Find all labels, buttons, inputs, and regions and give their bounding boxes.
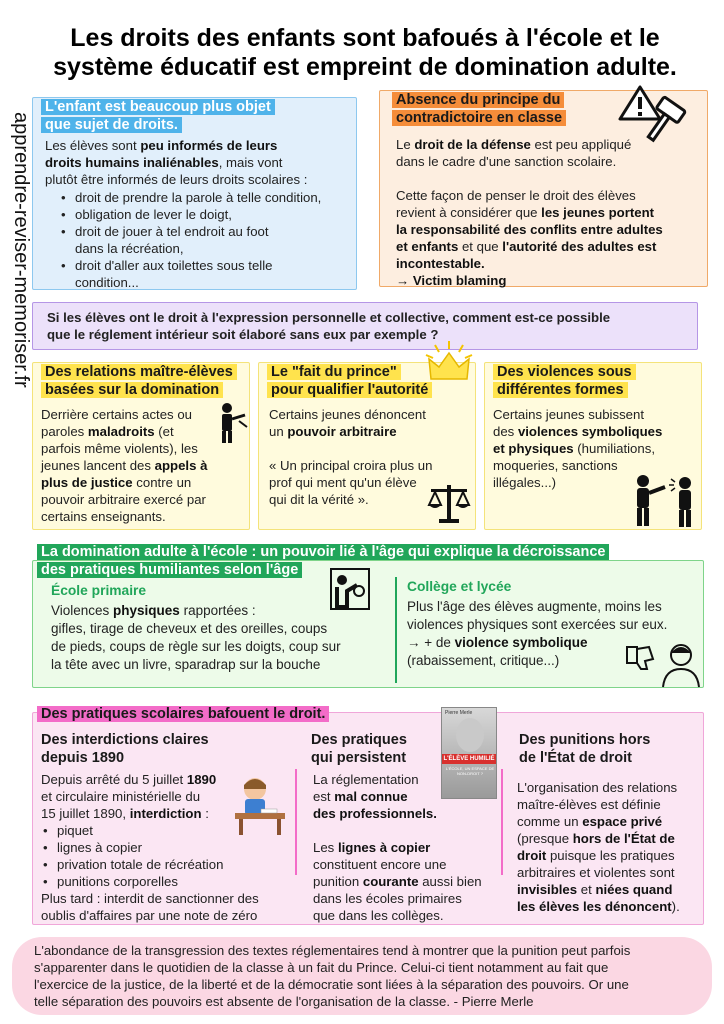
title-line-2: système éducatif est empreint de domination adulte.	[53, 53, 677, 81]
col2-title: Des pratiques qui persistent	[311, 732, 407, 766]
college-lycee-text: Plus l'âge des élèves augmente, moins les violences physiques sont exercées sur eux. → + de violence symbolique (rabaissement, critique...)	[407, 599, 668, 668]
box-contradictory	[379, 90, 708, 287]
box-child-object-heading: L'enfant est beaucoup plus objet que sujet de droits.	[41, 99, 275, 133]
col1-text: Depuis arrêté du 5 juillet 1890 et circulaire ministérielle du 15 juillet 1890, interdiction : • piquet • lignes à copier • privation totale de récréation • punitions corporelles Plus tard : interdit de sanctionner des oublis d'affaires par une note de zéro	[41, 771, 291, 924]
college-lycee-title: Collège et lycée	[407, 579, 512, 594]
box-practices	[32, 706, 704, 925]
list-item: • lignes à copier	[43, 839, 291, 856]
thumbs-down-person-icon	[623, 637, 703, 689]
question-box	[32, 302, 698, 350]
box-age-heading: La domination adulte à l'école : un pouvoir lié à l'âge qui explique la décroissance des pratiques humiliantes selon l'âge	[37, 544, 609, 578]
box-domination	[32, 362, 250, 530]
col3-text: L'organisation des relations maître-élèves est définie comme un espace privé (presque hors de l'État de droit puisque les pratiques arbitraires et violentes sont invisibles et niées quand les élèves les dénoncent).	[517, 780, 680, 914]
primary-school-title: École primaire	[51, 583, 147, 598]
list-item: • droit d'aller aux toilettes sous telle condition...	[61, 257, 355, 291]
question-line-2: que le réglement intérieur soit élaboré sans eux par exemple ?	[47, 327, 439, 342]
box-domination-text: Derrière certains actes ou paroles maladroits (et parfois même violents), les jeunes lancent des appels à plus de justice contre un pouvoir arbitraire exercé par certains enseignants.	[41, 407, 208, 524]
box-prince	[258, 362, 476, 530]
col2-text: La réglementation est mal connue des professionnels. Les lignes à copier constituent encore une punition courante aussi bien dans les écoles primaires que dans les collèges.	[313, 772, 482, 923]
box-prince-heading: Le "fait du prince" pour qualifier l'autorité	[267, 364, 432, 398]
box-child-object-text: Les élèves sont peu informés de leurs droits humains inaliénables, mais vont plutôt être informés de leurs droits scolaires : • droit de prendre la parole à telle condition, • obligation de lever le doigt, • droit de jouer à tel endroit au foot dans la récréation, • droit d'aller aux toilettes sous telle condition...	[45, 137, 355, 291]
quote-text: L'abondance de la transgression des textes réglementaires tend à montrer que la punition peut parfois s'apparenter dans le quotidien de la classe à un fait du Prince. Celui-ci tient notamment au fait que l'exercice de la justice, de la liberté et de la démocratie sont liées à la séparation des pouvoirs. Or une telle séparation des pouvoirs est absente de l'organisation de la classe. - Pierre Merle	[34, 943, 631, 1009]
list-item: • droit de jouer à tel endroit au foot dans la récréation,	[61, 223, 355, 257]
box-domination-heading: Des relations maître-élèves basées sur la domination	[41, 364, 237, 398]
col3-title: Des punitions hors de l'État de droit	[519, 732, 651, 766]
question-line-1: Si les élèves ont le droit à l'expression personnelle et collective, comment est-ce possible	[47, 310, 611, 325]
box-prince-text: Certains jeunes dénoncent un pouvoir arbitraire « Un principal croira plus un prof qui ment qu'un élève qui dit la vérité ».	[269, 407, 433, 507]
box-contradictory-text: Le droit de la défense est peu appliqué dans le cadre d'une sanction scolaire. Cette façon de penser le droit des élèves revient à considérer que les jeunes portent la responsabilité des conflits entre adultes et enfants et que l'autorité des adultes est incontestable. → Victim blaming	[396, 137, 663, 288]
list-item: • punitions corporelles	[43, 873, 291, 890]
page-title	[20, 24, 710, 82]
list-item: • droit de prendre la parole à telle condition,	[61, 189, 355, 206]
col1-title: Des interdictions claires depuis 1890	[41, 732, 209, 766]
title-line-1: Les droits des enfants sont bafoués à l'école et le	[70, 24, 660, 52]
school-rights-list	[61, 189, 355, 291]
box-contradictory-heading: Absence du principe du contradictoire en classe	[392, 92, 566, 126]
box-age	[32, 544, 704, 688]
box-violences	[484, 362, 702, 530]
box-practices-heading: Des pratiques scolaires bafouent le droit.	[37, 706, 329, 722]
side-website-url: apprendre-reviser-memoriser.fr	[10, 112, 32, 388]
crown-icon	[421, 339, 477, 385]
book-cover-image: Pierre Merle L'ÉLÈVE HUMILIÉ L'ÉCOLE, UN ESPACE DE NON-DROIT ?	[441, 707, 497, 799]
primary-school-text: Violences physiques rapportées : gifles, tirage de cheveux et des oreilles, coups de pieds, coups de règle sur les doigts, coup sur la tête avec un livre, sparadrap sur la bouche	[51, 603, 341, 672]
box-violences-heading: Des violences sous différentes formes	[493, 364, 636, 398]
list-item: • obligation de lever le doigt,	[61, 206, 355, 223]
column-divider	[295, 769, 297, 875]
list-item: • piquet	[43, 822, 291, 839]
box-child-object	[32, 97, 357, 290]
column-divider	[501, 769, 503, 875]
quote-box	[12, 937, 712, 1015]
forbidden-practices-list	[43, 822, 291, 890]
violence-people-icon	[631, 473, 701, 529]
column-divider	[395, 577, 397, 683]
slap-gesture-icon	[329, 567, 371, 611]
box-violences-text: Certains jeunes subissent des violences symboliques et physiques (humiliations, moqueries, sanctions illégales...)	[493, 407, 663, 490]
list-item: • privation totale de récréation	[43, 856, 291, 873]
